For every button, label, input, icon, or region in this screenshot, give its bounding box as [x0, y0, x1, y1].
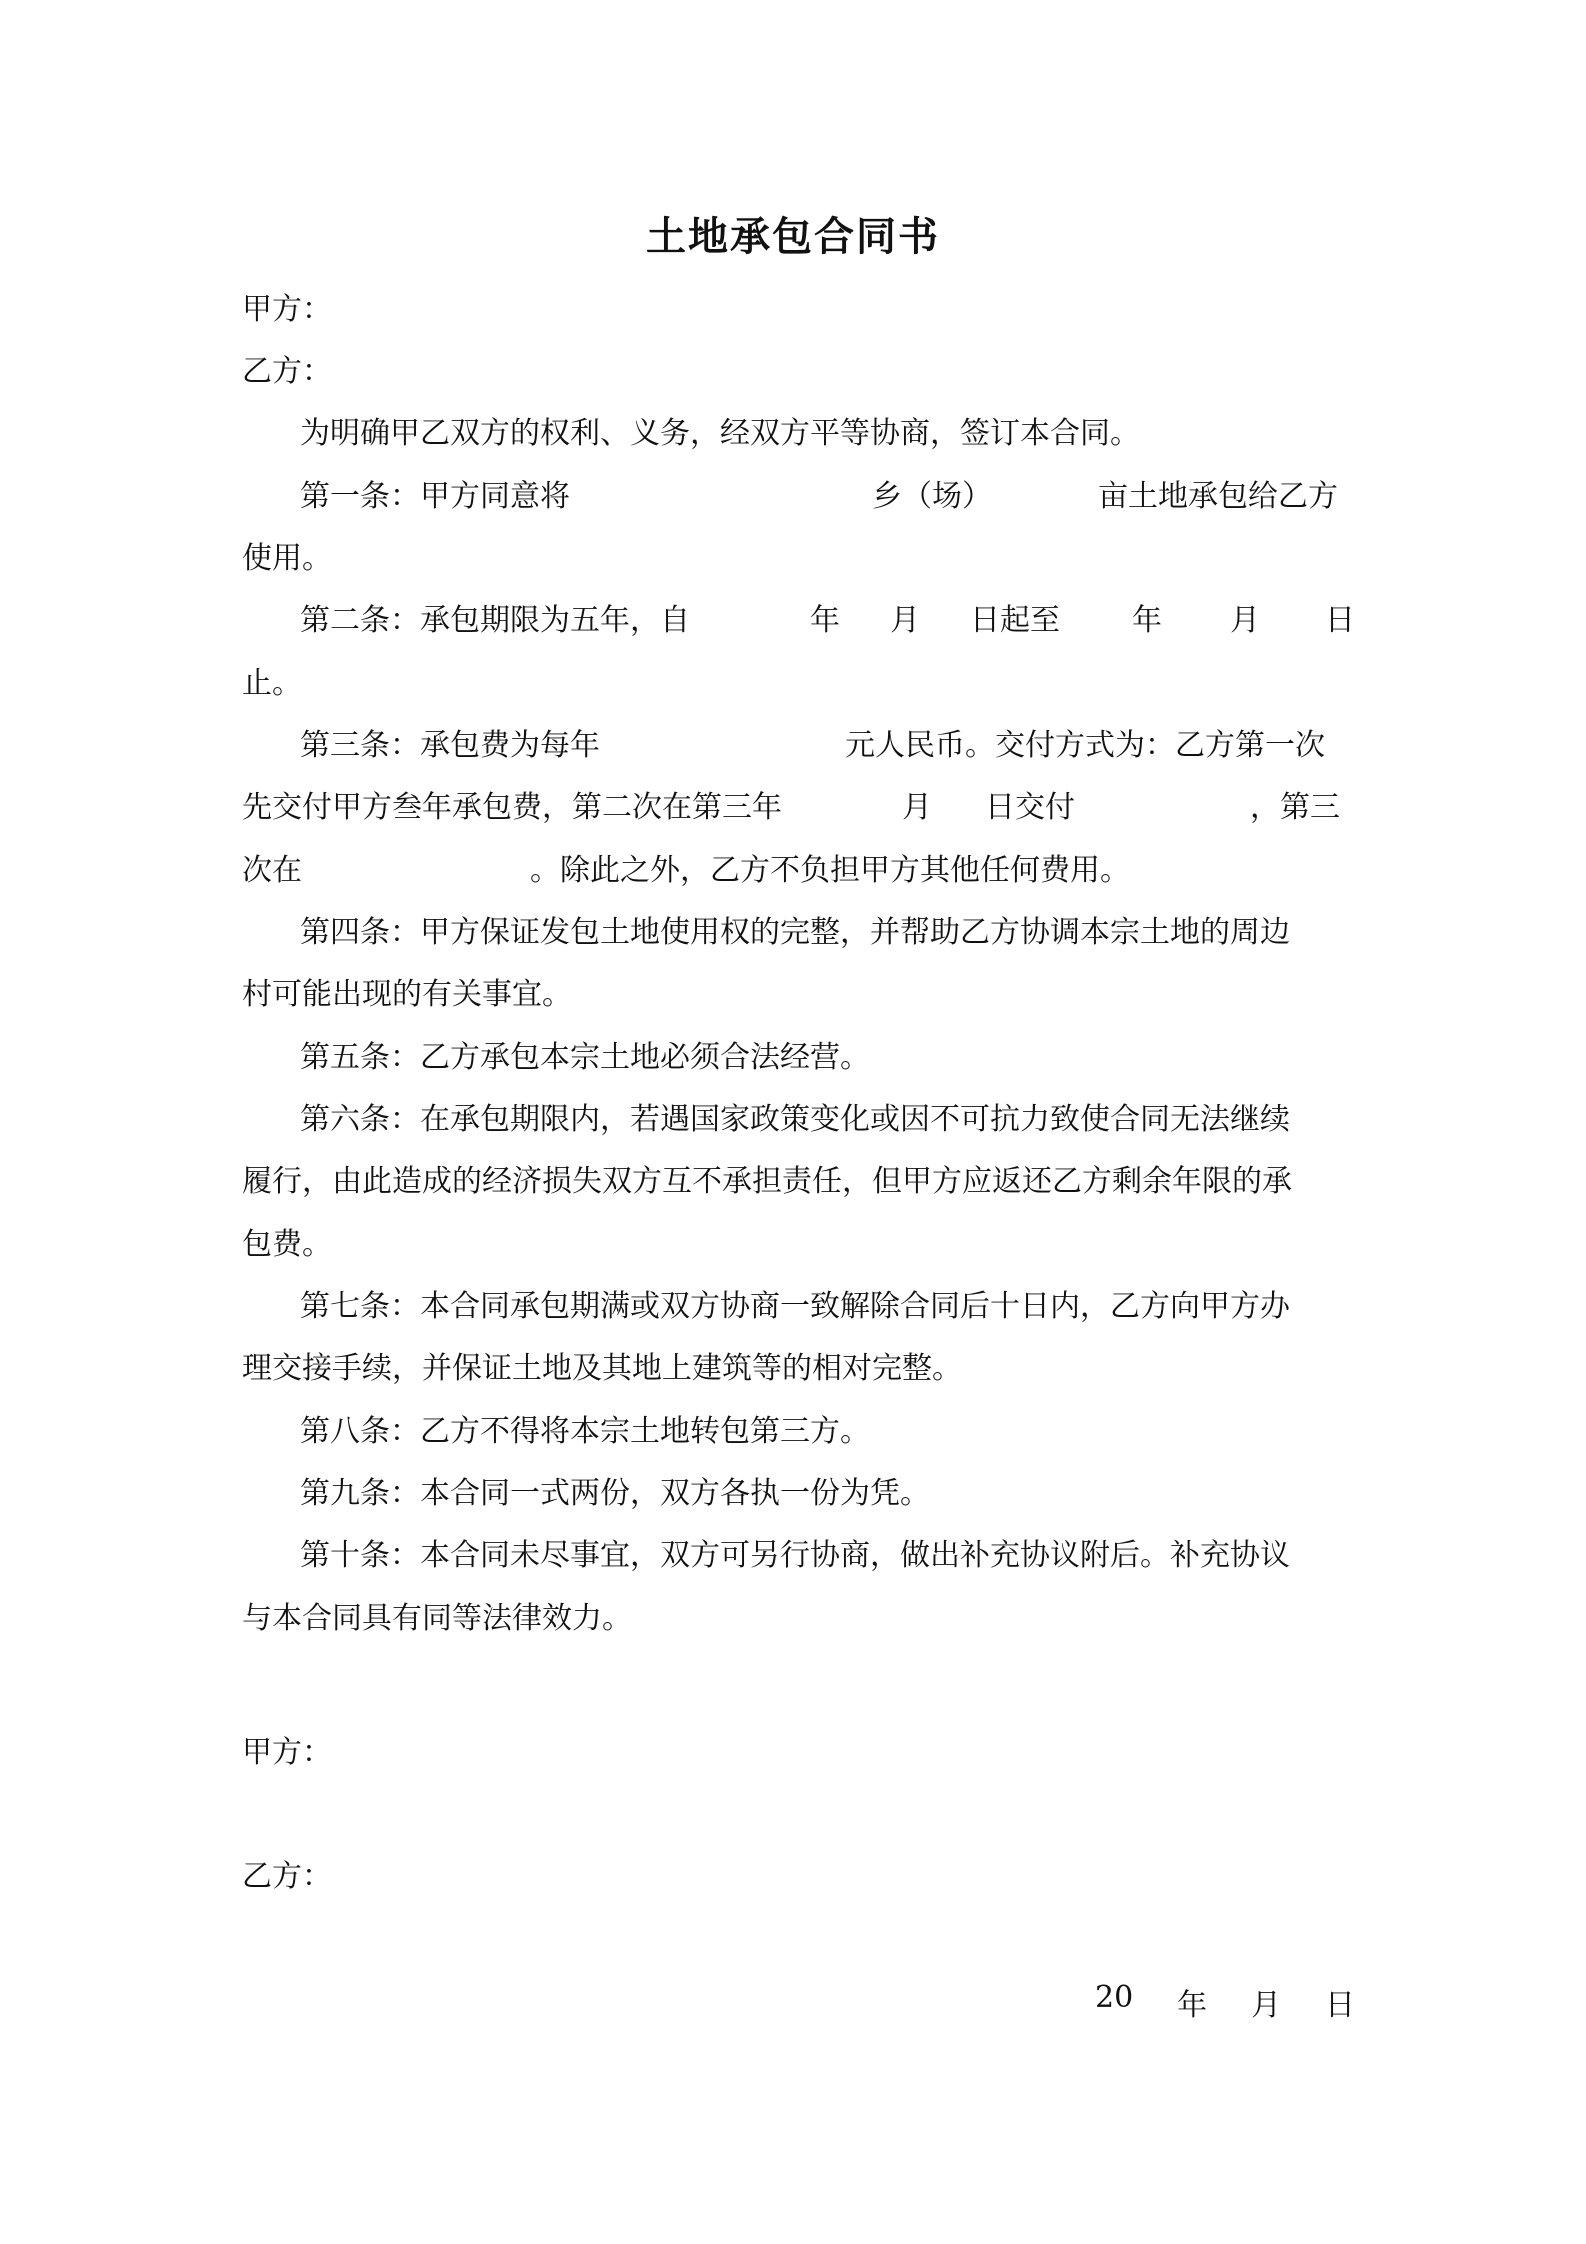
article-3-part-f: ，第三	[1250, 790, 1340, 825]
intro-paragraph: 为明确甲乙双方的权利、义务，经双方平等协商，签订本合同。	[300, 416, 1140, 451]
article-3-part-a: 第三条：承包费为每年	[300, 728, 600, 763]
article-6-line-1: 第六条：在承包期限内，若遇国家政策变化或因不可抗力致使合同无法继续	[300, 1102, 1290, 1137]
article-3-month: 月	[902, 790, 932, 825]
article-9: 第九条：本合同一式两份，双方各执一份为凭。	[300, 1476, 930, 1511]
article-3-day-pay: 日交付	[985, 790, 1075, 825]
article-3-part-b: 元人民币。交付方式为：乙方第一次	[845, 728, 1325, 763]
article-4-line-2: 村可能出现的有关事宜。	[242, 977, 572, 1012]
document-title: 土地承包合同书	[646, 213, 940, 260]
article-3-part-h: 。除此之外，乙方不负担甲方其他任何费用。	[530, 853, 1130, 888]
party-a-label: 甲方：	[242, 292, 332, 327]
article-2-part-h: 止。	[242, 666, 302, 701]
article-2-part-a: 第二条：承包期限为五年，自	[300, 603, 690, 638]
signature-party-b: 乙方：	[242, 1859, 332, 1894]
article-3-part-c: 先交付甲方叁年承包费，第二次在第三年	[242, 790, 782, 825]
article-10-line-2: 与本合同具有同等法律效力。	[242, 1601, 632, 1636]
article-2-year-2: 年	[1132, 603, 1162, 638]
date-century: 20	[1095, 1980, 1134, 2015]
article-1-part-a: 第一条：甲方同意将	[300, 479, 570, 514]
article-2-month-2: 月	[1230, 603, 1260, 638]
article-1-part-b: 乡（场）	[872, 479, 992, 514]
article-2-day-start: 日起至	[970, 603, 1060, 638]
signature-date	[1095, 1980, 1355, 2024]
article-7-line-2: 理交接手续，并保证土地及其地上建筑等的相对完整。	[242, 1351, 962, 1386]
signature-party-a: 甲方：	[242, 1735, 332, 1770]
article-2-day-end: 日	[1325, 603, 1355, 638]
party-b-label: 乙方：	[242, 354, 332, 389]
article-6-line-3: 包费。	[242, 1227, 332, 1262]
article-2-year-1: 年	[810, 603, 840, 638]
article-2-month-1: 月	[890, 603, 920, 638]
date-year: 年	[1177, 1988, 1208, 2023]
article-5: 第五条：乙方承包本宗土地必须合法经营。	[300, 1040, 870, 1075]
article-8: 第八条：乙方不得将本宗土地转包第三方。	[300, 1414, 870, 1449]
article-1-part-d: 使用。	[242, 541, 332, 576]
article-1-part-c: 亩土地承包给乙方	[1098, 479, 1338, 514]
article-4-line-1: 第四条：甲方保证发包土地使用权的完整，并帮助乙方协调本宗土地的周边	[300, 915, 1290, 950]
article-7-line-1: 第七条：本合同承包期满或双方协商一致解除合同后十日内，乙方向甲方办	[300, 1289, 1290, 1324]
article-3-part-g: 次在	[242, 853, 302, 888]
date-day: 日	[1325, 1988, 1355, 2023]
article-10-line-1: 第十条：本合同未尽事宜，双方可另行协商，做出补充协议附后。补充协议	[300, 1538, 1290, 1573]
article-6-line-2: 履行，由此造成的经济损失双方互不承担责任，但甲方应返还乙方剩余年限的承	[242, 1164, 1292, 1199]
date-month: 月	[1251, 1988, 1282, 2023]
